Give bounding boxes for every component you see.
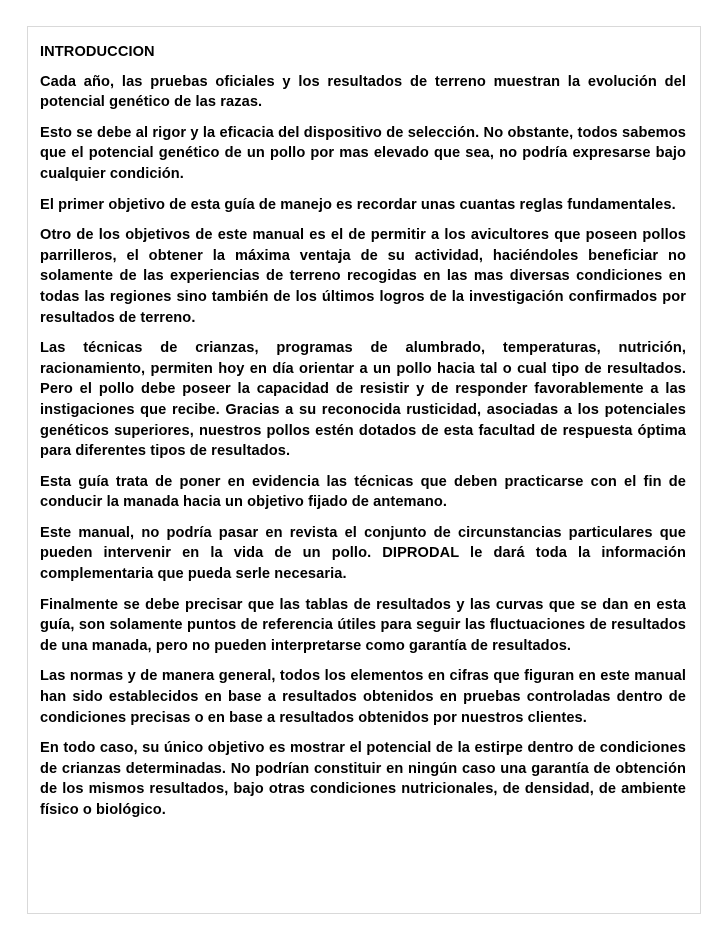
paragraph: Otro de los objetivos de este manual es el de permitir a los avicultores que poseen pollos parrilleros, el obtener la máxima ventaja de su actividad, haciéndoles beneficiar no solamente de las experiencias de terreno recogidas en las mas diversas condiciones en todas las regiones sino también de los últimos logros de la investigación confirmados por resultados de terreno. — [40, 227, 686, 326]
document-body — [40, 42, 686, 831]
paragraph: Cada año, las pruebas oficiales y los resultados de terreno muestran la evolución del potencial genético de las razas. — [40, 73, 686, 111]
paragraph: Esto se debe al rigor y la eficacia del dispositivo de selección. No obstante, todos sabemos que el potencial genético de un pollo por mas elevado que sea, no podría expresarse bajo cualquier condición. — [40, 124, 686, 182]
document-heading: INTRODUCCION — [40, 44, 155, 60]
paragraph: Esta guía trata de poner en evidencia las técnicas que deben practicarse con el fin de conducir la manada hacia un objetivo fijado de antemano. — [40, 473, 686, 511]
paragraph: El primer objetivo de esta guía de manejo es recordar unas cuantas reglas fundamentales. — [40, 196, 676, 213]
paragraph: Las normas y de manera general, todos los elementos en cifras que figuran en este manual han sido establecidos en base a resultados obtenidos en pruebas controladas dentro de condiciones precisas o en base a resultados obtenidos por nuestros clientes. — [40, 668, 686, 726]
paragraph: Este manual, no podría pasar en revista el conjunto de circunstancias particulares que pueden intervenir en la vida de un pollo. DIPRODAL le dará toda la información complementaria que pueda serle necesaria. — [40, 524, 686, 583]
paragraph: Las técnicas de crianzas, programas de alumbrado, temperaturas, nutrición, racionamiento, permiten hoy en día orientar a un pollo hacia tal o cual tipo de resultados. Pero el pollo debe poseer la capacidad de resistir y de responder favorablemente a las instigaciones que recibe. Gracias a su reconocida rusticidad, asociadas a los potenciales genéticos superiores, nuestros pollos estén dotados de esta facultad de respuesta óptima para diferentes tipos de resultados. — [40, 340, 686, 460]
paragraph: En todo caso, su único objetivo es mostrar el potencial de la estirpe dentro de condiciones de crianzas determinadas. No podrían constituir en ningún caso una garantía de obtención de los mismos resultados, bajo otras condiciones nutricionales, de densidad, de ambiente físico o biológico. — [40, 740, 686, 818]
paragraph: Finalmente se debe precisar que las tablas de resultados y las curvas que se dan en esta guía, son solamente puntos de referencia útiles para seguir las fluctuaciones de resultados de una manada, pero no pueden interpretarse como garantía de resultados. — [40, 596, 686, 654]
